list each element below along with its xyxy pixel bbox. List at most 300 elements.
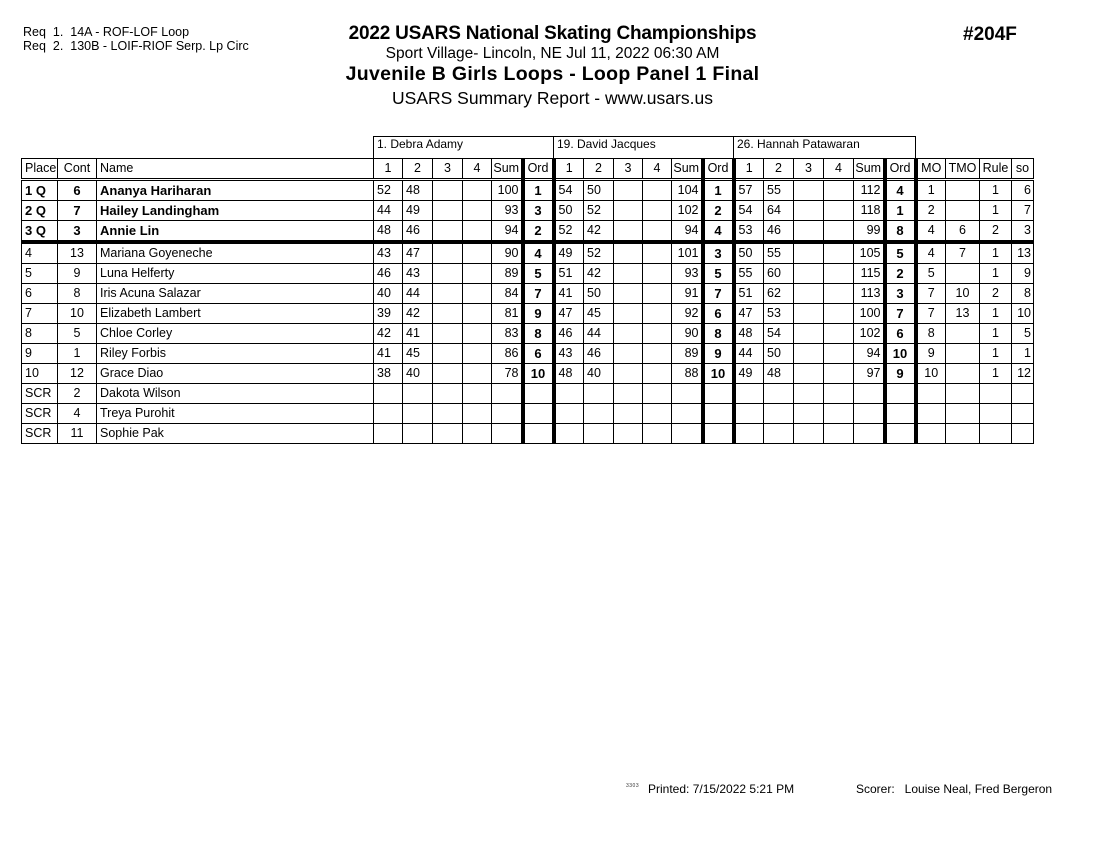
- skater-name: Sophie Pak: [97, 424, 374, 444]
- judge-2-score-3: [614, 180, 643, 201]
- judge-3-score-2: 62: [764, 284, 794, 304]
- mo-cell: 9: [916, 344, 946, 364]
- judge-3-sum: 118: [854, 201, 885, 221]
- so-cell: 13: [1012, 242, 1034, 264]
- place-cell: 1 Q: [22, 180, 58, 201]
- col-j1-1: 1: [374, 159, 403, 180]
- judge-1-score-1: 42: [374, 324, 403, 344]
- col-place: Place: [22, 159, 58, 180]
- judge-3-score-2: [764, 424, 794, 444]
- judge-1-sum: [492, 424, 523, 444]
- judge-1-score-2: 47: [403, 242, 433, 264]
- judge-3-score-3: [794, 424, 824, 444]
- judge-2-score-1: 46: [554, 324, 584, 344]
- judge-3-sum: [854, 384, 885, 404]
- judge-1-score-3: [433, 284, 463, 304]
- rule-cell: 1: [980, 242, 1012, 264]
- venue-date: Sport Village- Lincoln, NE Jul 11, 2022 06:30 AM: [385, 45, 720, 62]
- judge-2-score-3: [614, 384, 643, 404]
- mo-cell: 2: [916, 201, 946, 221]
- rule-cell: [980, 404, 1012, 424]
- cont-cell: 9: [58, 264, 97, 284]
- judge-1-score-3: [433, 404, 463, 424]
- judge-3-score-3: [794, 201, 824, 221]
- tmo-cell: [946, 404, 980, 424]
- so-cell: [1012, 404, 1034, 424]
- championship-title: 2022 USARS National Skating Championships: [348, 23, 757, 44]
- judge-1-score-4: [463, 424, 492, 444]
- so-cell: 6: [1012, 180, 1034, 201]
- judge-1-score-2: 46: [403, 221, 433, 243]
- judge-1-score-2: [403, 384, 433, 404]
- judge-2-score-3: [614, 264, 643, 284]
- judge-3-sum: 113: [854, 284, 885, 304]
- judge-3-score-1: 50: [734, 242, 764, 264]
- judge-3-score-2: [764, 384, 794, 404]
- tmo-cell: 6: [946, 221, 980, 243]
- judge-2-score-3: [614, 424, 643, 444]
- col-j3-3: 3: [794, 159, 824, 180]
- cont-cell: 3: [58, 221, 97, 243]
- judge-1-score-1: 44: [374, 201, 403, 221]
- judge-3-score-3: [794, 284, 824, 304]
- event-number: #204F: [963, 24, 1017, 45]
- judge-2-score-2: 52: [584, 242, 614, 264]
- judge-2-score-3: [614, 364, 643, 384]
- col-j3-1: 1: [734, 159, 764, 180]
- judge-1-score-1: 48: [374, 221, 403, 243]
- mo-cell: 8: [916, 324, 946, 344]
- judge-1-score-2: 49: [403, 201, 433, 221]
- judge-3-score-4: [824, 424, 854, 444]
- judge-2-score-3: [614, 284, 643, 304]
- so-cell: 10: [1012, 304, 1034, 324]
- judge-1-ordinal: [523, 404, 554, 424]
- judge-3-score-2: 55: [764, 242, 794, 264]
- skater-name: Ananya Hariharan: [97, 180, 374, 201]
- judge-2-score-4: [643, 324, 672, 344]
- judge-2-score-4: [643, 284, 672, 304]
- skater-name: Hailey Landingham: [97, 201, 374, 221]
- judge-3-ordinal: 1: [885, 201, 916, 221]
- judge-2-score-4: [643, 180, 672, 201]
- judge-3-score-2: 60: [764, 264, 794, 284]
- judge-1-score-3: [433, 364, 463, 384]
- mo-cell: [916, 384, 946, 404]
- judge-2-ordinal: 4: [703, 221, 734, 243]
- cont-cell: 5: [58, 324, 97, 344]
- judge-3-ordinal: 6: [885, 324, 916, 344]
- cont-cell: 4: [58, 404, 97, 424]
- judge-1-sum: 89: [492, 264, 523, 284]
- mo-cell: [916, 404, 946, 424]
- judge-1-ordinal: [523, 384, 554, 404]
- results-table: [21, 136, 1034, 444]
- judge-3-score-4: [824, 284, 854, 304]
- judge-3-score-3: [794, 264, 824, 284]
- judge-3-score-2: 48: [764, 364, 794, 384]
- tmo-cell: [946, 364, 980, 384]
- judge-2-sum: 102: [672, 201, 703, 221]
- skater-name: Iris Acuna Salazar: [97, 284, 374, 304]
- judge-2-score-1: 54: [554, 180, 584, 201]
- judge-2-score-1: [554, 424, 584, 444]
- tmo-cell: [946, 344, 980, 364]
- judge-1-ordinal: 9: [523, 304, 554, 324]
- report-header: [300, 22, 805, 109]
- judge-1-score-3: [433, 304, 463, 324]
- table-row: [22, 284, 1034, 304]
- so-cell: [1012, 424, 1034, 444]
- judge-2-score-1: 52: [554, 221, 584, 243]
- cont-cell: 8: [58, 284, 97, 304]
- judge-3-score-4: [824, 180, 854, 201]
- judge-1-score-2: 42: [403, 304, 433, 324]
- judge-1-score-1: [374, 424, 403, 444]
- table-row: [22, 221, 1034, 243]
- judge-1-score-2: [403, 404, 433, 424]
- judge-2-score-1: 51: [554, 264, 584, 284]
- judge-2-score-4: [643, 424, 672, 444]
- col-cont: Cont: [58, 159, 97, 180]
- place-cell: SCR: [22, 384, 58, 404]
- column-header-row: [22, 159, 1034, 180]
- judge-1-ordinal: 6: [523, 344, 554, 364]
- place-cell: 2 Q: [22, 201, 58, 221]
- judge-3-score-2: 64: [764, 201, 794, 221]
- judge-3-ordinal: [885, 384, 916, 404]
- rule-cell: 2: [980, 284, 1012, 304]
- table-row: [22, 344, 1034, 364]
- judge-2-score-4: [643, 364, 672, 384]
- judge-2-name: 19. David Jacques: [554, 137, 734, 159]
- judge-2-ordinal: 7: [703, 284, 734, 304]
- skater-name: Elizabeth Lambert: [97, 304, 374, 324]
- judge-3-score-3: [794, 404, 824, 424]
- judge-3-sum: 100: [854, 304, 885, 324]
- col-j2-1: 1: [554, 159, 584, 180]
- judge-3-score-3: [794, 344, 824, 364]
- place-cell: 4: [22, 242, 58, 264]
- judge-3-score-4: [824, 324, 854, 344]
- judge-2-ordinal: [703, 404, 734, 424]
- judges-row: [22, 137, 1034, 159]
- mo-cell: 7: [916, 304, 946, 324]
- judge-1-name: 1. Debra Adamy: [374, 137, 554, 159]
- skater-name: Chloe Corley: [97, 324, 374, 344]
- rule-cell: 1: [980, 201, 1012, 221]
- judge-3-sum: 97: [854, 364, 885, 384]
- judge-3-score-3: [794, 384, 824, 404]
- judge-2-score-2: [584, 384, 614, 404]
- judge-3-sum: 99: [854, 221, 885, 243]
- judge-2-sum: 94: [672, 221, 703, 243]
- judge-1-score-4: [463, 221, 492, 243]
- col-j1-3: 3: [433, 159, 463, 180]
- table-row: [22, 324, 1034, 344]
- table-row: [22, 201, 1034, 221]
- judge-3-score-1: 53: [734, 221, 764, 243]
- judge-3-name: 26. Hannah Patawaran: [734, 137, 916, 159]
- place-cell: 10: [22, 364, 58, 384]
- judge-3-score-3: [794, 364, 824, 384]
- col-j1-ord: Ord: [523, 159, 554, 180]
- footer-mark: 3303: [626, 783, 640, 789]
- rule-cell: 1: [980, 304, 1012, 324]
- requirement-1: Req 1. 14A - ROF-LOF Loop: [23, 25, 190, 39]
- judge-3-ordinal: [885, 404, 916, 424]
- judge-3-score-1: 49: [734, 364, 764, 384]
- judge-3-score-1: 51: [734, 284, 764, 304]
- event-title: Juvenile B Girls Loops - Loop Panel 1 Final: [345, 63, 760, 85]
- judge-2-sum: 104: [672, 180, 703, 201]
- col-j1-sum: Sum: [492, 159, 523, 180]
- judge-1-score-2: 43: [403, 264, 433, 284]
- report-subtitle: USARS Summary Report - www.usars.us: [392, 88, 713, 108]
- judge-1-score-2: 44: [403, 284, 433, 304]
- judge-2-score-1: 49: [554, 242, 584, 264]
- mo-cell: [916, 424, 946, 444]
- rule-cell: 1: [980, 180, 1012, 201]
- judge-1-ordinal: [523, 424, 554, 444]
- judge-3-ordinal: 10: [885, 344, 916, 364]
- skater-name: Mariana Goyeneche: [97, 242, 374, 264]
- judge-1-score-3: [433, 384, 463, 404]
- judge-2-score-3: [614, 304, 643, 324]
- judge-1-score-1: 39: [374, 304, 403, 324]
- judge-2-ordinal: 6: [703, 304, 734, 324]
- col-j3-4: 4: [824, 159, 854, 180]
- judge-3-score-3: [794, 180, 824, 201]
- judge-2-score-2: 42: [584, 221, 614, 243]
- judge-3-score-1: 57: [734, 180, 764, 201]
- judge-2-sum: [672, 384, 703, 404]
- judge-3-score-3: [794, 221, 824, 243]
- col-j2-4: 4: [643, 159, 672, 180]
- judge-3-score-4: [824, 344, 854, 364]
- tmo-cell: [946, 180, 980, 201]
- rule-cell: 1: [980, 264, 1012, 284]
- col-j2-2: 2: [584, 159, 614, 180]
- mo-cell: 4: [916, 221, 946, 243]
- so-cell: 1: [1012, 344, 1034, 364]
- judge-3-score-1: [734, 384, 764, 404]
- mo-cell: 5: [916, 264, 946, 284]
- tmo-cell: 10: [946, 284, 980, 304]
- judge-3-sum: 115: [854, 264, 885, 284]
- cont-cell: 6: [58, 180, 97, 201]
- judge-1-score-4: [463, 180, 492, 201]
- judge-1-score-4: [463, 242, 492, 264]
- scorer-names: Scorer: Louise Neal, Fred Bergeron: [856, 782, 1053, 796]
- tmo-cell: 13: [946, 304, 980, 324]
- tmo-cell: [946, 201, 980, 221]
- judge-3-sum: 112: [854, 180, 885, 201]
- judge-2-ordinal: 8: [703, 324, 734, 344]
- rule-cell: 1: [980, 324, 1012, 344]
- judge-2-score-1: 41: [554, 284, 584, 304]
- judge-2-sum: 101: [672, 242, 703, 264]
- judge-3-score-4: [824, 264, 854, 284]
- judge-1-ordinal: 7: [523, 284, 554, 304]
- judge-3-score-1: 47: [734, 304, 764, 324]
- judge-1-score-2: 45: [403, 344, 433, 364]
- judge-2-score-2: 52: [584, 201, 614, 221]
- so-cell: 9: [1012, 264, 1034, 284]
- mo-cell: 4: [916, 242, 946, 264]
- skater-name: Annie Lin: [97, 221, 374, 243]
- cont-cell: 10: [58, 304, 97, 324]
- judge-3-score-4: [824, 304, 854, 324]
- skater-name: Dakota Wilson: [97, 384, 374, 404]
- judge-2-score-2: 50: [584, 284, 614, 304]
- rule-cell: 1: [980, 364, 1012, 384]
- judge-2-score-4: [643, 304, 672, 324]
- col-j2-3: 3: [614, 159, 643, 180]
- col-name: Name: [97, 159, 374, 180]
- table-row: [22, 384, 1034, 404]
- judge-1-ordinal: 4: [523, 242, 554, 264]
- judge-2-score-2: 46: [584, 344, 614, 364]
- cont-cell: 12: [58, 364, 97, 384]
- tmo-cell: 7: [946, 242, 980, 264]
- skater-name: Luna Helferty: [97, 264, 374, 284]
- col-j3-ord: Ord: [885, 159, 916, 180]
- col-j2-sum: Sum: [672, 159, 703, 180]
- judge-2-ordinal: 10: [703, 364, 734, 384]
- judge-2-score-4: [643, 344, 672, 364]
- so-cell: 5: [1012, 324, 1034, 344]
- col-so: so: [1012, 159, 1034, 180]
- cont-cell: 7: [58, 201, 97, 221]
- judge-3-score-4: [824, 201, 854, 221]
- judge-2-score-2: 45: [584, 304, 614, 324]
- col-j1-2: 2: [403, 159, 433, 180]
- judge-3-ordinal: 3: [885, 284, 916, 304]
- judge-1-ordinal: 1: [523, 180, 554, 201]
- judge-2-score-3: [614, 344, 643, 364]
- judge-2-score-4: [643, 384, 672, 404]
- mo-cell: 10: [916, 364, 946, 384]
- judge-1-score-3: [433, 344, 463, 364]
- judge-1-sum: 78: [492, 364, 523, 384]
- judge-2-score-1: 48: [554, 364, 584, 384]
- table-row: [22, 180, 1034, 201]
- judge-1-score-2: [403, 424, 433, 444]
- judge-2-score-1: [554, 384, 584, 404]
- requirements: [23, 25, 249, 53]
- judge-2-sum: 89: [672, 344, 703, 364]
- col-tmo: TMO: [946, 159, 980, 180]
- judge-1-ordinal: 10: [523, 364, 554, 384]
- judge-2-ordinal: [703, 384, 734, 404]
- judge-2-score-1: 50: [554, 201, 584, 221]
- place-cell: 3 Q: [22, 221, 58, 243]
- judge-1-sum: 86: [492, 344, 523, 364]
- judge-1-score-4: [463, 344, 492, 364]
- judge-2-sum: 93: [672, 264, 703, 284]
- judge-3-sum: 94: [854, 344, 885, 364]
- judge-2-ordinal: 5: [703, 264, 734, 284]
- judge-1-score-1: [374, 384, 403, 404]
- col-rule: Rule: [980, 159, 1012, 180]
- tmo-cell: [946, 324, 980, 344]
- judge-1-ordinal: 8: [523, 324, 554, 344]
- cont-cell: 2: [58, 384, 97, 404]
- skater-name: Grace Diao: [97, 364, 374, 384]
- place-cell: SCR: [22, 404, 58, 424]
- judge-3-score-2: 55: [764, 180, 794, 201]
- printed-timestamp: Printed: 7/15/2022 5:21 PM: [648, 782, 795, 796]
- judge-3-score-4: [824, 404, 854, 424]
- skater-name: Riley Forbis: [97, 344, 374, 364]
- place-cell: SCR: [22, 424, 58, 444]
- judge-1-sum: 100: [492, 180, 523, 201]
- judge-3-score-2: 54: [764, 324, 794, 344]
- judge-1-score-3: [433, 424, 463, 444]
- judge-1-score-3: [433, 264, 463, 284]
- judge-1-sum: 93: [492, 201, 523, 221]
- so-cell: 7: [1012, 201, 1034, 221]
- judge-1-score-2: 48: [403, 180, 433, 201]
- table-row: [22, 264, 1034, 284]
- judge-2-score-4: [643, 221, 672, 243]
- judge-2-sum: 91: [672, 284, 703, 304]
- judge-2-score-4: [643, 264, 672, 284]
- judge-2-score-2: [584, 424, 614, 444]
- requirement-2: Req 2. 130B - LOIF-RIOF Serp. Lp Circ: [23, 39, 249, 53]
- judge-1-score-1: 41: [374, 344, 403, 364]
- judge-3-score-1: 55: [734, 264, 764, 284]
- mo-cell: 1: [916, 180, 946, 201]
- judge-3-score-4: [824, 242, 854, 264]
- col-j2-ord: Ord: [703, 159, 734, 180]
- judge-2-sum: 90: [672, 324, 703, 344]
- col-j3-sum: Sum: [854, 159, 885, 180]
- place-cell: 6: [22, 284, 58, 304]
- judge-2-score-1: 43: [554, 344, 584, 364]
- judge-3-score-3: [794, 304, 824, 324]
- judge-2-ordinal: 2: [703, 201, 734, 221]
- judge-3-score-4: [824, 221, 854, 243]
- rule-cell: [980, 424, 1012, 444]
- judge-1-sum: 84: [492, 284, 523, 304]
- judge-3-score-4: [824, 364, 854, 384]
- tmo-cell: [946, 424, 980, 444]
- judge-3-ordinal: 8: [885, 221, 916, 243]
- judge-1-sum: 94: [492, 221, 523, 243]
- judge-1-score-4: [463, 384, 492, 404]
- judge-1-score-4: [463, 404, 492, 424]
- judge-1-score-1: 46: [374, 264, 403, 284]
- judge-2-score-3: [614, 242, 643, 264]
- judge-3-sum: 105: [854, 242, 885, 264]
- judge-1-sum: 83: [492, 324, 523, 344]
- judge-1-score-1: 43: [374, 242, 403, 264]
- judge-1-score-4: [463, 201, 492, 221]
- judge-2-score-3: [614, 221, 643, 243]
- judge-2-score-1: [554, 404, 584, 424]
- judge-3-score-3: [794, 324, 824, 344]
- judge-3-ordinal: [885, 424, 916, 444]
- table-row: [22, 304, 1034, 324]
- judge-3-ordinal: 4: [885, 180, 916, 201]
- judge-1-score-2: 40: [403, 364, 433, 384]
- judge-3-sum: 102: [854, 324, 885, 344]
- place-cell: 7: [22, 304, 58, 324]
- skater-name: Treya Purohit: [97, 404, 374, 424]
- judge-3-score-2: [764, 404, 794, 424]
